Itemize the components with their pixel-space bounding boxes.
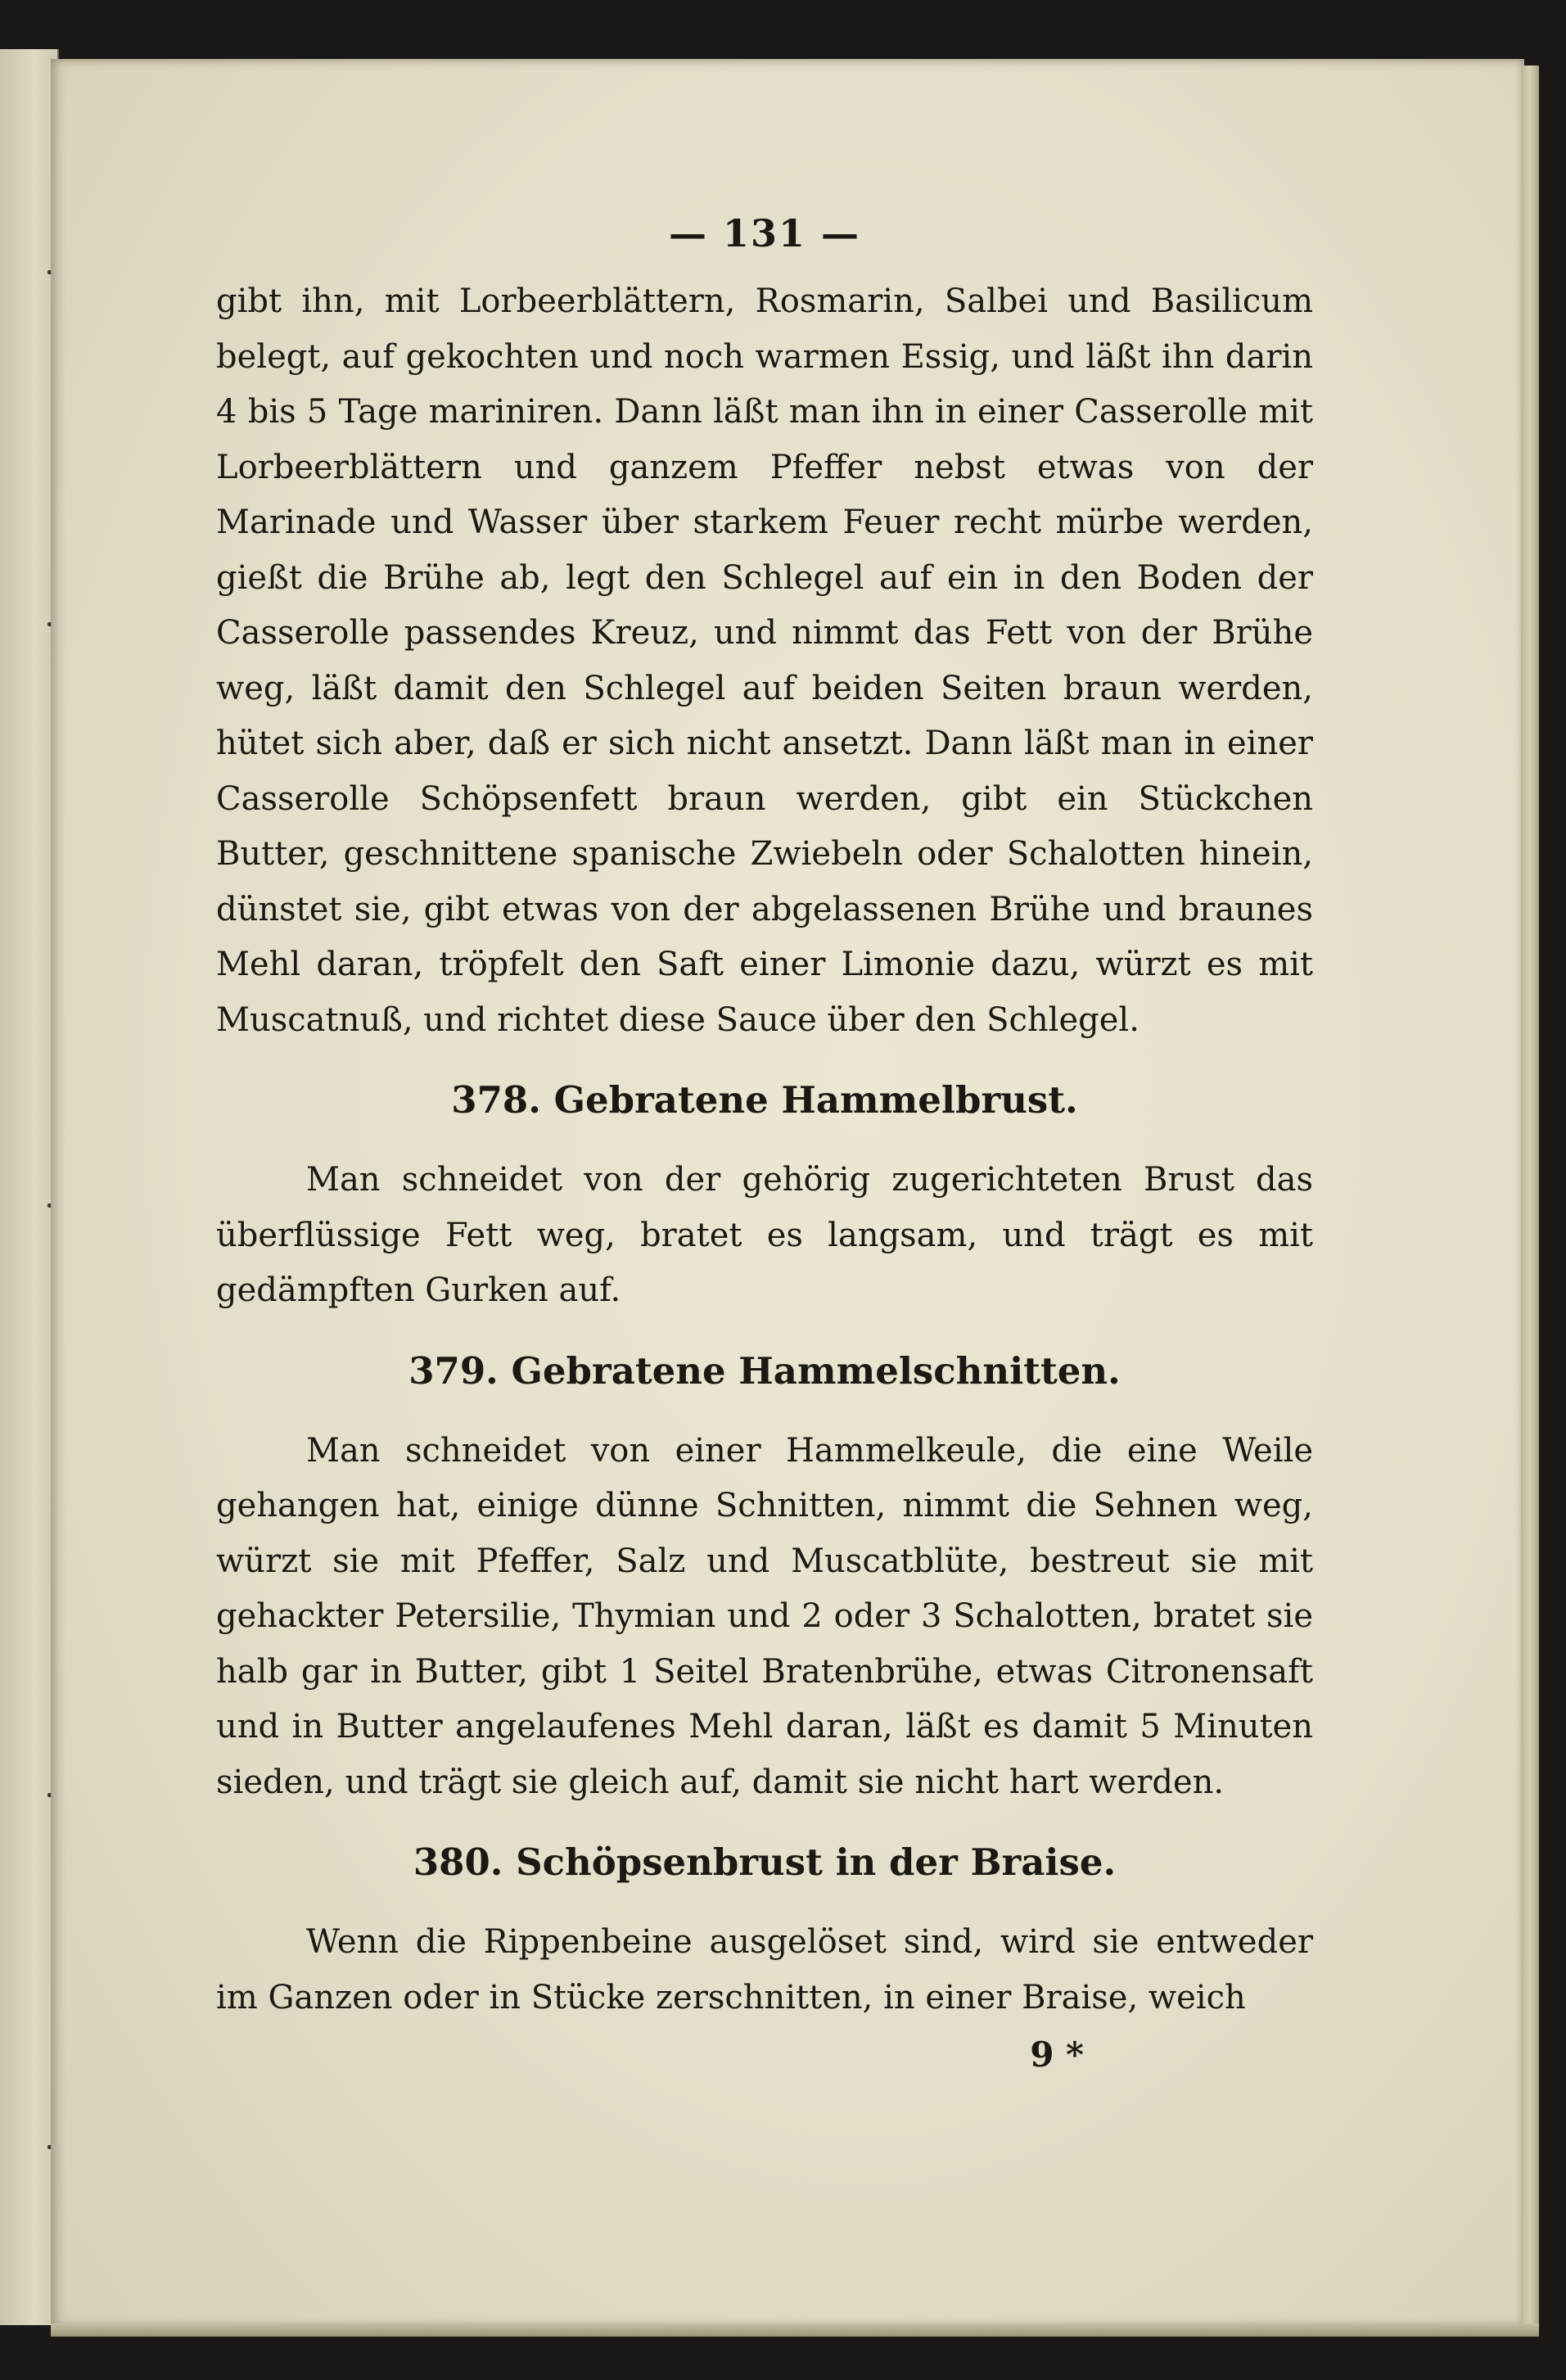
paragraph-continued: gibt ihn, mit Lorbeerblättern, Rosmarin, Salbei und Basilicum belegt, auf gekochten und noch warmen Essig, und läßt ihn darin 4 bis 5 Tage mariniren. Dann läßt man ihn in einer Casserolle mit Lorbeerblättern und ganzem Pfeffer nebst etwas von der Marinade und Wasser über starkem Feuer recht mürbe werden, gießt die Brühe ab, legt den Schlegel auf ein in den Boden der Casserolle passendes Kreuz, und nimmt das Fett von der Brühe weg, läßt damit den Schlegel auf beiden Seiten braun werden, hütet sich aber, daß er sich nicht ansetzt. Dann läßt man in einer Casserolle Schöpsenfett braun werden, gibt ein Stückchen Butter, geschnittene spanische Zwiebeln oder Schalotten hinein, dünstet sie, gibt etwas von der abgelassenen Brühe und braunes Mehl daran, tröpfelt den Saft einer Limonie dazu, würzt es mit Muscatnuß, und richtet diese Sauce über den Schlegel. [216, 282, 1313, 1039]
recipe-text-379: Man schneidet von einer Hammelkeule, die eine Weile gehangen hat, einige dünne Schnitten, nimmt die Sehnen weg, würzt sie mit Pfeffer, Salz und Muscatblüte, bestreut sie mit gehackter Petersilie, Thymian und 2 oder 3 Schalotten, bratet sie halb gar in Butter, gibt 1 Seitel Bratenbrühe, etwas Citronensaft und in Butter angelaufenes Mehl daran, läßt es damit 5 Minuten sieden, und trägt sie gleich auf, damit sie nicht hart werden. [216, 1431, 1313, 1801]
page-fore-edge [1521, 65, 1539, 2325]
page-text [216, 209, 1313, 2080]
page-bottom-edge [51, 2324, 1539, 2337]
recipe-text-380: Wenn die Rippenbeine ausgelöset sind, wird sie entweder im Ganzen oder in Stücke zerschnitten, in einer Braise, weich [216, 1923, 1313, 2016]
recipe-heading-380: 380. Schöpsenbrust in der Braise. [413, 1840, 1117, 1884]
recipe-text-378: Man schneidet von der gehörig zugerichteten Brust das überflüssige Fett weg, bratet es langsam, und trägt es mit gedämpften Gurken auf. [216, 1161, 1313, 1309]
printer-signature-mark: 9 * [1030, 2035, 1084, 2075]
recipe-heading-378: 378. Gebratene Hammelbrust. [451, 1078, 1078, 1122]
page-number: — 131 — [668, 211, 861, 255]
recipe-heading-379: 379. Gebratene Hammelschnitten. [408, 1348, 1121, 1393]
